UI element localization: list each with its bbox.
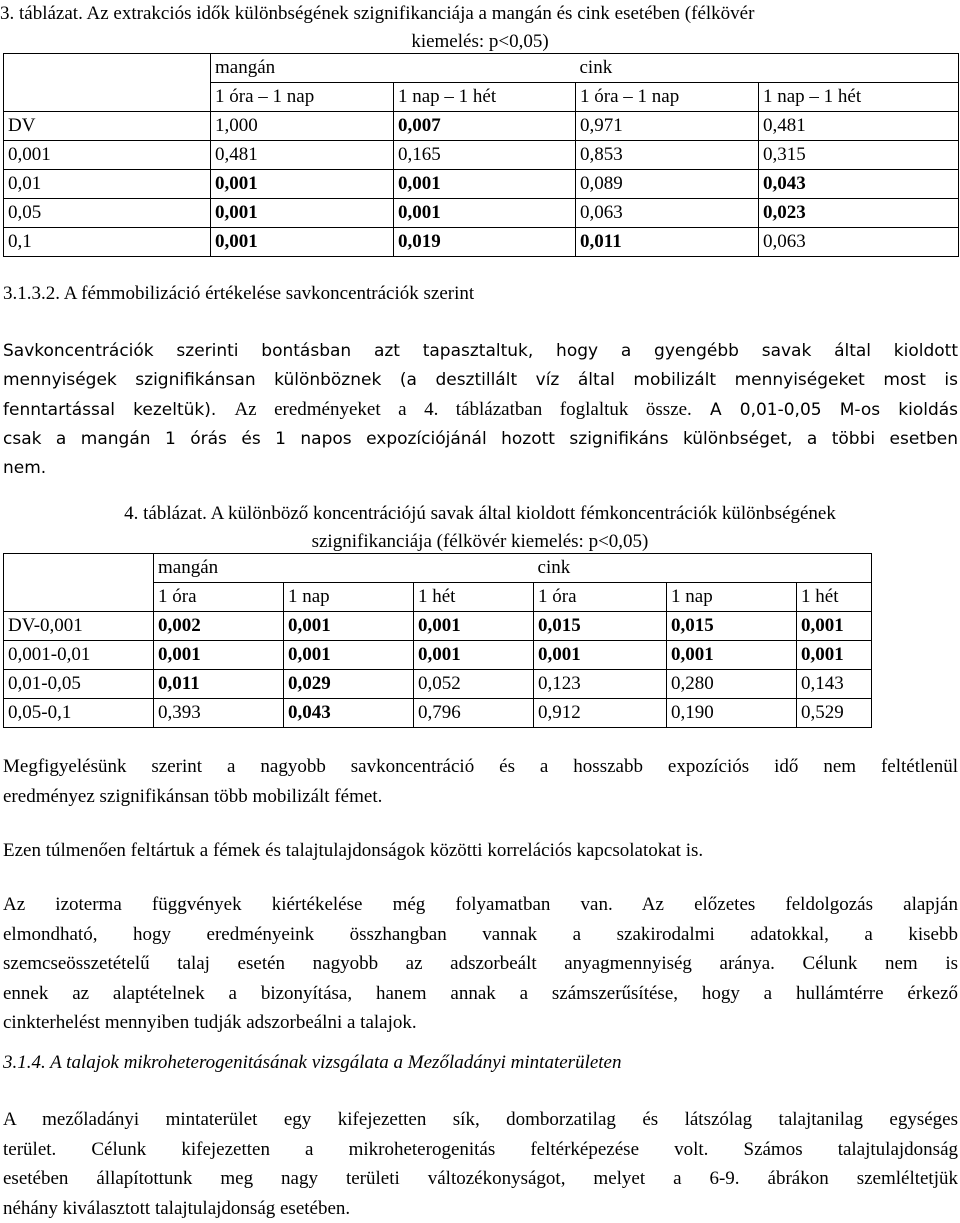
paragraph-line <box>3 395 958 425</box>
paragraph-isotherm <box>3 890 958 1038</box>
table4 <box>3 553 872 728</box>
table4-row-label: 0,001-0,01 <box>4 641 154 670</box>
paragraph-mezoladany <box>3 1105 958 1223</box>
table3-cell: 0,971 <box>576 112 759 141</box>
table3-cell: 0,481 <box>211 141 394 170</box>
table3-row-label: 0,01 <box>4 170 211 199</box>
table4-cell: 0,015 <box>667 612 797 641</box>
table4-cell: 0,015 <box>534 612 667 641</box>
paragraph-line: nem. <box>3 454 958 483</box>
table3-sub-header: 1 óra – 1 nap <box>576 83 759 112</box>
table4-cell: 0,143 <box>797 670 872 699</box>
table4-caption-line1: 4. táblázat. A különböző koncentrációjú savak által kioldott fémkoncentrációk különbségének <box>0 500 960 528</box>
paragraph-line: Ezen túlmenően feltártuk a fémek és talajtulajdonságok közötti korrelációs kapcsolatokat is. <box>3 836 958 866</box>
table4-caption <box>0 500 960 556</box>
section-title: A fémmobilizáció értékelése savkoncentrációk szerint <box>64 283 474 304</box>
paragraph-fragment: A 0,01-0,05 M-os kioldás <box>710 400 958 420</box>
table4-sub-header-row <box>4 583 872 612</box>
table3-row <box>4 141 959 170</box>
table3-row-label: DV <box>4 112 211 141</box>
table3-cell: 0,063 <box>759 228 959 257</box>
paragraph-line: ennek az alaptételnek a bizonyítása, hanem annak a számszerűsítése, hogy a hullámtérre érkező <box>3 979 958 1009</box>
table4-cell: 0,796 <box>414 699 534 728</box>
table4-group-header-row <box>4 554 872 583</box>
table3-row-label: 0,001 <box>4 141 211 170</box>
table4-sub-header: 1 nap <box>667 583 797 612</box>
table4-sub-header: 1 óra <box>154 583 284 612</box>
table4-cell: 0,001 <box>414 612 534 641</box>
section-heading-2 <box>3 1052 622 1074</box>
table4-caption-line2: szignifikanciája (félkövér kiemelés: p<0,05) <box>0 528 960 556</box>
paragraph-line: eredményez szignifikánsan több mobilizált fémet. <box>3 782 958 812</box>
table3-sub-header: 1 nap – 1 hét <box>759 83 959 112</box>
table4-sub-header: 1 óra <box>534 583 667 612</box>
table3-cell: 0,023 <box>759 199 959 228</box>
table3-corner-cell <box>4 83 211 112</box>
table3-cell: 1,000 <box>211 112 394 141</box>
table4-cell: 0,001 <box>534 641 667 670</box>
table3-group-header: cink <box>576 54 959 83</box>
table4-corner-cell <box>4 554 154 583</box>
table4-cell: 0,001 <box>797 612 872 641</box>
table3-caption-line2: kiemelés: p<0,05) <box>0 28 960 56</box>
table3-cell: 0,011 <box>576 228 759 257</box>
table4-cell: 0,001 <box>797 641 872 670</box>
table3-sub-header-row <box>4 83 959 112</box>
paragraph-line: esetében állapítottunk meg nagy területi változékonyságot, melyet a 6-9. ábrákon szemléltetjük <box>3 1164 958 1194</box>
section-heading <box>3 283 474 305</box>
table4-cell: 0,912 <box>534 699 667 728</box>
table3-sub-header: 1 nap – 1 hét <box>394 83 576 112</box>
table4-row-label: 0,01-0,05 <box>4 670 154 699</box>
section-number: 3.1.3.2. <box>3 283 60 304</box>
paragraph-line: A mezőladányi mintaterület egy kifejezetten sík, domborzatilag és látszólag talajtanilag egységes <box>3 1105 958 1135</box>
paragraph-fragment: fenntartással kezeltük). <box>3 400 216 420</box>
paragraph-line: néhány kiválasztott talajtulajdonság esetében. <box>3 1194 958 1223</box>
table4-cell: 0,052 <box>414 670 534 699</box>
table3-corner-cell <box>4 54 211 83</box>
paragraph-line: elmondható, hogy eredményeink összhangban vannak a szakirodalmi adatokkal, a kisebb <box>3 920 958 950</box>
table3-row <box>4 170 959 199</box>
table4-cell: 0,001 <box>414 641 534 670</box>
table4-cell: 0,001 <box>667 641 797 670</box>
table3-row-label: 0,1 <box>4 228 211 257</box>
table4-cell: 0,280 <box>667 670 797 699</box>
paragraph-line: Megfigyelésünk szerint a nagyobb savkoncentráció és a hosszabb expozíciós idő nem feltétlenül <box>3 752 958 782</box>
paragraph-results-acid <box>3 337 958 483</box>
paragraph-line: Savkoncentrációk szerinti bontásban azt tapasztaltuk, hogy a gyengébb savak által kioldott <box>3 337 958 366</box>
table4-row-label: DV-0,001 <box>4 612 154 641</box>
paragraph-correlation <box>3 836 958 866</box>
table4-cell: 0,393 <box>154 699 284 728</box>
table3-cell: 0,165 <box>394 141 576 170</box>
table3-group-header-row <box>4 54 959 83</box>
table3-caption-line1: 3. táblázat. Az extrakciós idők különbségének szignifikanciája a mangán és cink esetében (félkövér <box>0 3 754 24</box>
table4-cell: 0,001 <box>154 641 284 670</box>
table4-cell: 0,002 <box>154 612 284 641</box>
table4-group-header: mangán <box>154 554 534 583</box>
table3-row-label: 0,05 <box>4 199 211 228</box>
table3-row <box>4 199 959 228</box>
table4-cell: 0,001 <box>284 612 414 641</box>
table3-cell: 0,001 <box>211 170 394 199</box>
table4-corner-cell <box>4 583 154 612</box>
table4-group-header: cink <box>534 554 872 583</box>
table3-group-header: mangán <box>211 54 576 83</box>
table3-caption <box>0 0 960 56</box>
paragraph-line: szemcseösszetételű talaj esetén nagyobb az adszorbeált anyagmennyiség aránya. Célunk nem is <box>3 949 958 979</box>
table3-cell: 0,043 <box>759 170 959 199</box>
section-title: A talajok mikroheterogenitásának vizsgálata a Mezőladányi mintaterületen <box>50 1052 621 1073</box>
table4-sub-header: 1 hét <box>414 583 534 612</box>
table3-cell: 0,481 <box>759 112 959 141</box>
paragraph-line: Az izoterma függvények kiértékelése még folyamatban van. Az előzetes feldolgozás alapján <box>3 890 958 920</box>
table3-cell: 0,001 <box>394 170 576 199</box>
table4-cell: 0,029 <box>284 670 414 699</box>
table3-cell: 0,853 <box>576 141 759 170</box>
table3-cell: 0,019 <box>394 228 576 257</box>
table4-cell: 0,190 <box>667 699 797 728</box>
paragraph-line: cinkterhelést mennyiben tudják adszorbeálni a talajok. <box>3 1008 958 1038</box>
table4-row <box>4 612 872 641</box>
table4-sub-header: 1 hét <box>797 583 872 612</box>
paragraph-line: mennyiségek szignifikánsan különböznek (a desztillált víz által mobilizált mennyiségeket most is <box>3 366 958 395</box>
paragraph-line: csak a mangán 1 órás és 1 napos expozíciójánál hozott szignifikáns különbséget, a többi esetben <box>3 425 958 454</box>
table4-row-label: 0,05-0,1 <box>4 699 154 728</box>
table4-cell: 0,001 <box>284 641 414 670</box>
paragraph-observation <box>3 752 958 811</box>
table3-cell: 0,001 <box>211 228 394 257</box>
table3-cell: 0,001 <box>211 199 394 228</box>
table4-cell: 0,123 <box>534 670 667 699</box>
table4-row <box>4 699 872 728</box>
paragraph-line: terület. Célunk kifejezetten a mikroheterogenitás feltérképezése volt. Számos talajtulajdonság <box>3 1135 958 1165</box>
table3-row <box>4 228 959 257</box>
table4-cell: 0,011 <box>154 670 284 699</box>
table3 <box>3 53 959 257</box>
table3-cell: 0,007 <box>394 112 576 141</box>
table4-row <box>4 641 872 670</box>
table4-cell: 0,043 <box>284 699 414 728</box>
table3-cell: 0,063 <box>576 199 759 228</box>
section-number: 3.1.4. <box>3 1052 46 1073</box>
table4-sub-header: 1 nap <box>284 583 414 612</box>
table4-row <box>4 670 872 699</box>
table3-cell: 0,001 <box>394 199 576 228</box>
table3-cell: 0,089 <box>576 170 759 199</box>
table4-cell: 0,529 <box>797 699 872 728</box>
table3-row <box>4 112 959 141</box>
paragraph-fragment: Az eredményeket a 4. táblázatban foglaltuk össze. <box>234 399 691 420</box>
table3-sub-header: 1 óra – 1 nap <box>211 83 394 112</box>
table3-cell: 0,315 <box>759 141 959 170</box>
